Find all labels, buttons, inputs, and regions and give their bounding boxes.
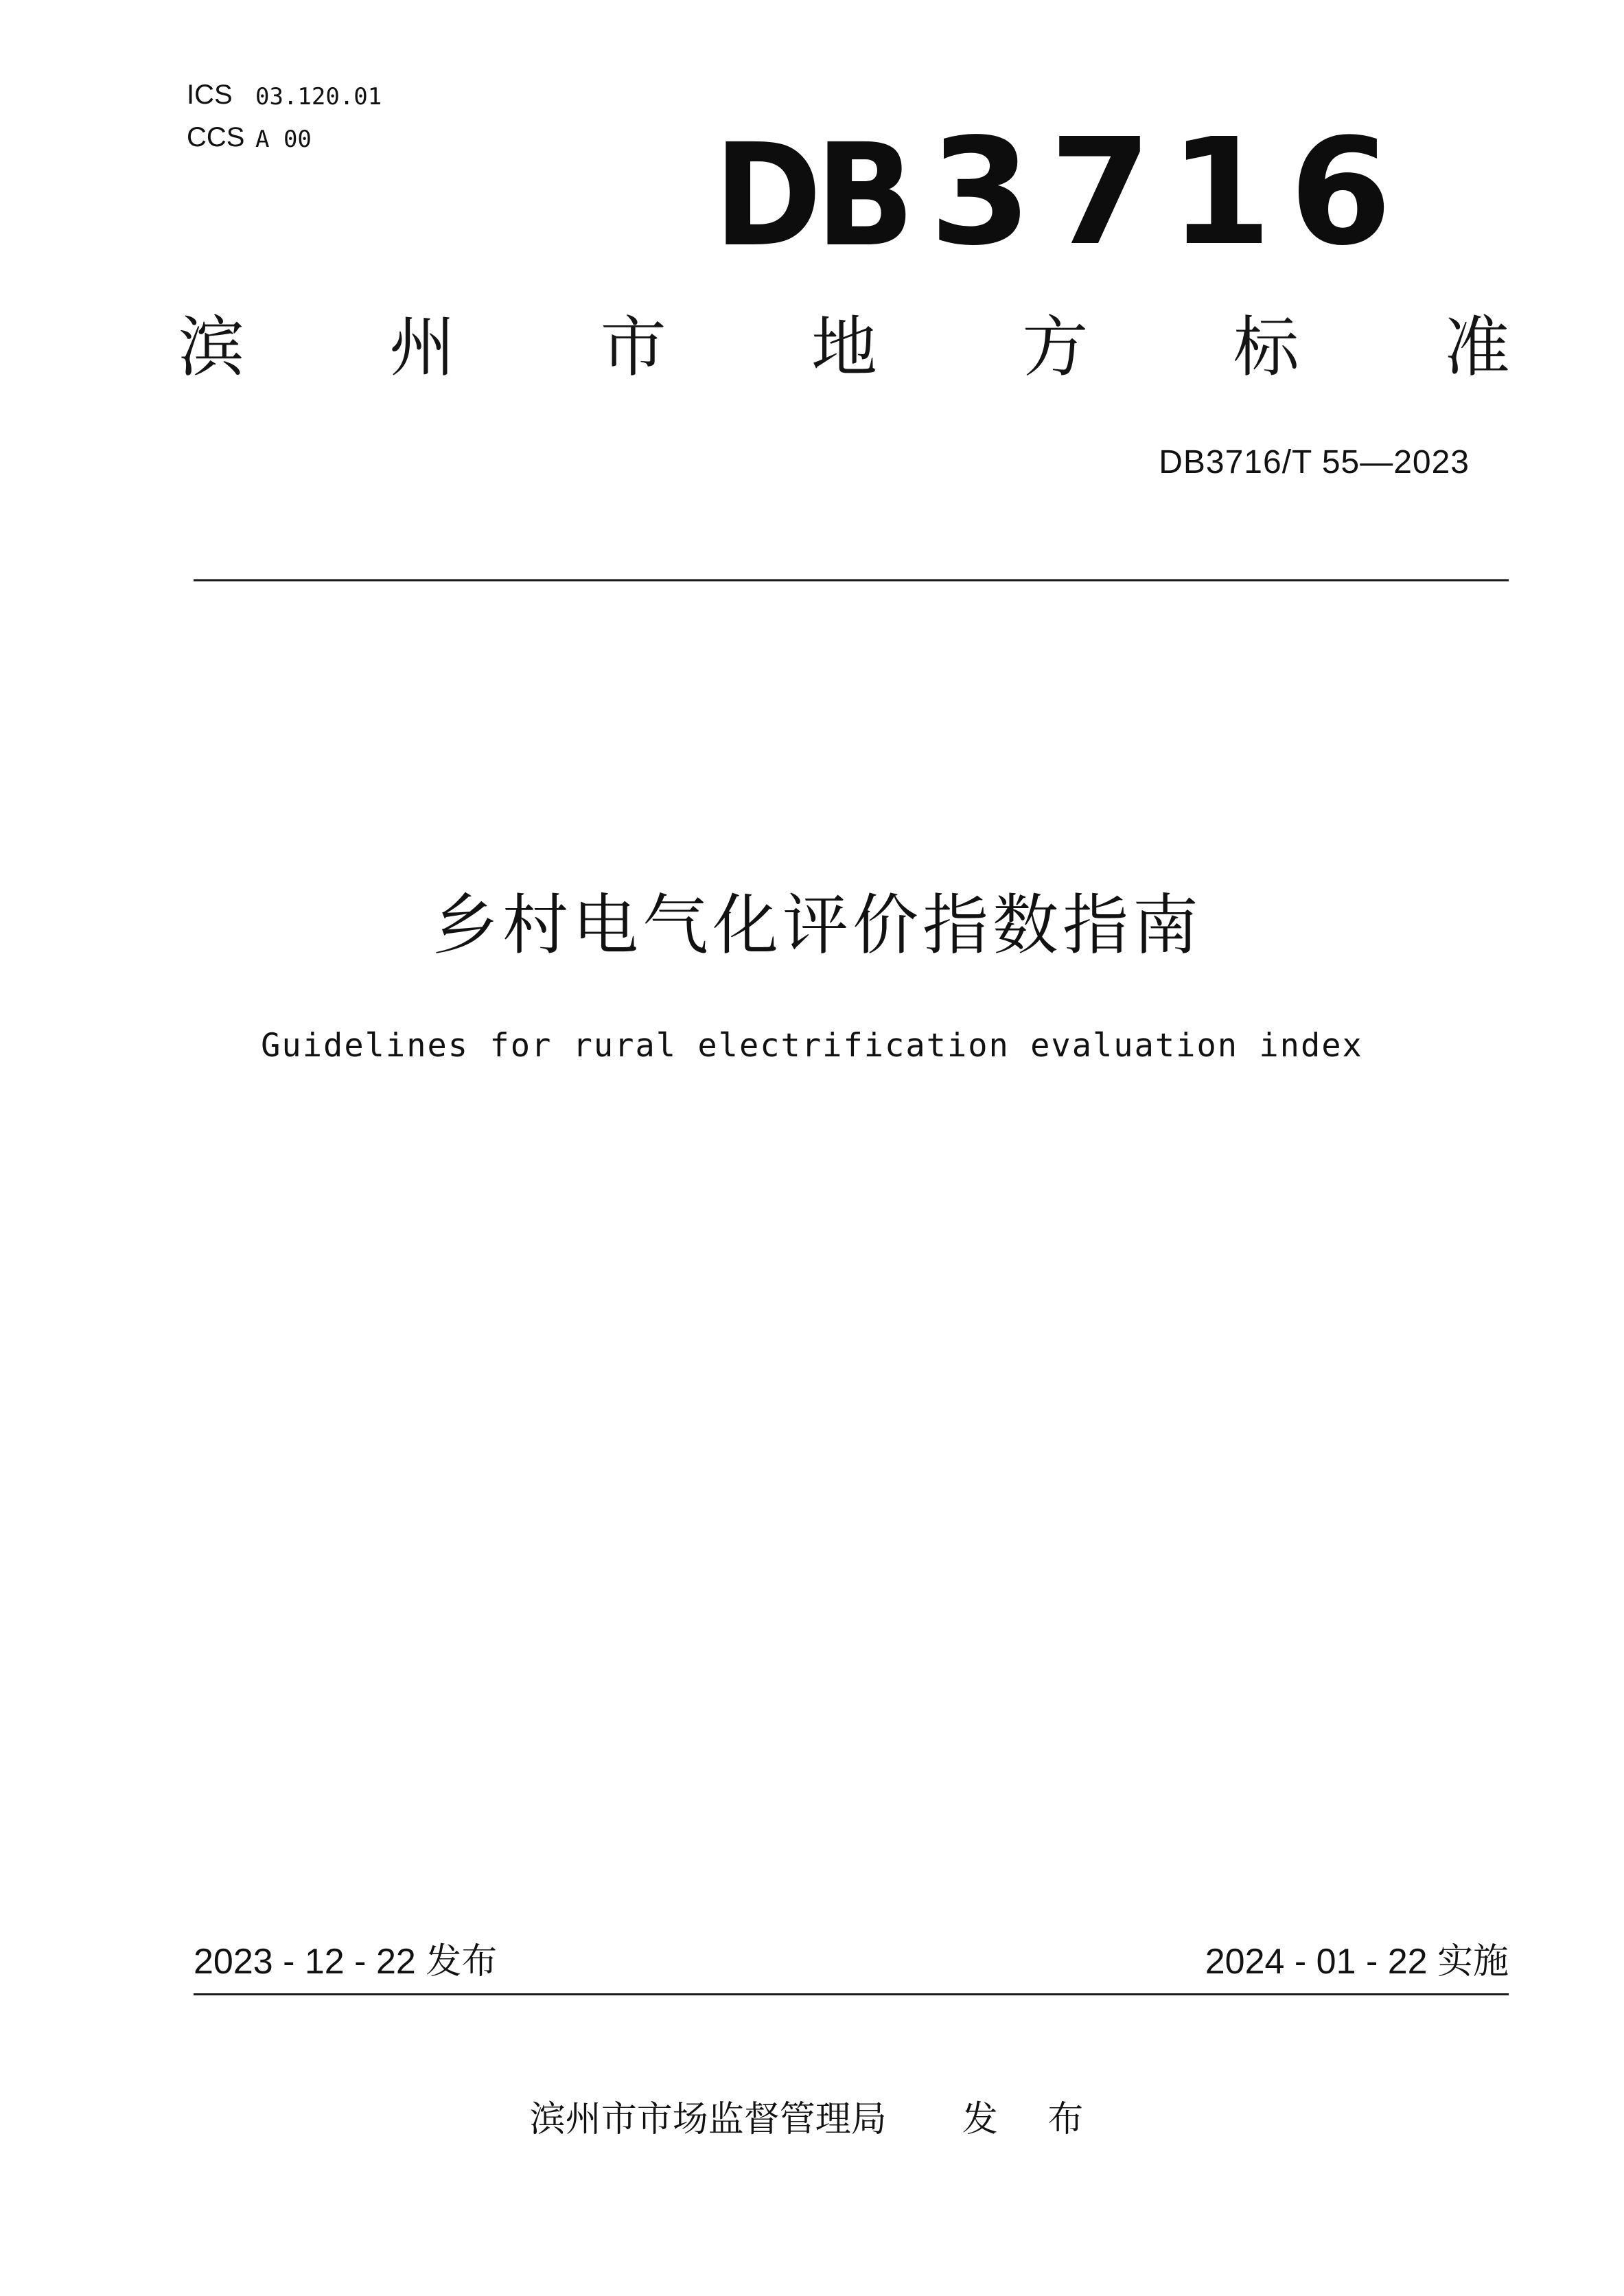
standard-type-char: 标 — [1233, 309, 1299, 386]
standard-type-heading — [178, 309, 1510, 386]
standard-number: DB3716/T 55—2023 — [1159, 444, 1470, 480]
ccs-code: A 00 — [255, 126, 312, 153]
ccs-label: CCS — [187, 122, 245, 152]
standard-type-char: 滨 — [178, 309, 244, 386]
implementation-date: 2024 - 01 - 22 实施 — [1205, 1942, 1509, 1982]
ics-label: ICS — [187, 80, 233, 110]
document-english-title: Guidelines for rural electrification evaluation index — [261, 1027, 1363, 1065]
issue-date: 2023 - 12 - 22 发布 — [194, 1942, 498, 1982]
standard-type-char: 州 — [389, 309, 456, 386]
top-divider — [194, 579, 1509, 581]
standard-type-char: 市 — [600, 309, 666, 386]
standard-code-number: 3716 — [929, 107, 1410, 278]
standard-code-prefix: DB — [714, 113, 909, 278]
standard-code-logo — [714, 107, 1410, 278]
publish-label: 发 布 — [962, 2099, 1103, 2140]
document-title: 乡村电气化评价指数指南 — [432, 887, 1203, 964]
standard-type-char: 地 — [811, 309, 877, 386]
standard-type-char: 准 — [1443, 309, 1510, 386]
bottom-divider — [194, 1993, 1509, 1995]
standard-type-char: 方 — [1022, 309, 1089, 386]
ics-code: 03.120.01 — [255, 83, 382, 111]
publisher-name: 滨州市市场监督管理局 — [529, 2099, 887, 2140]
issuer-line — [0, 2099, 1624, 2140]
